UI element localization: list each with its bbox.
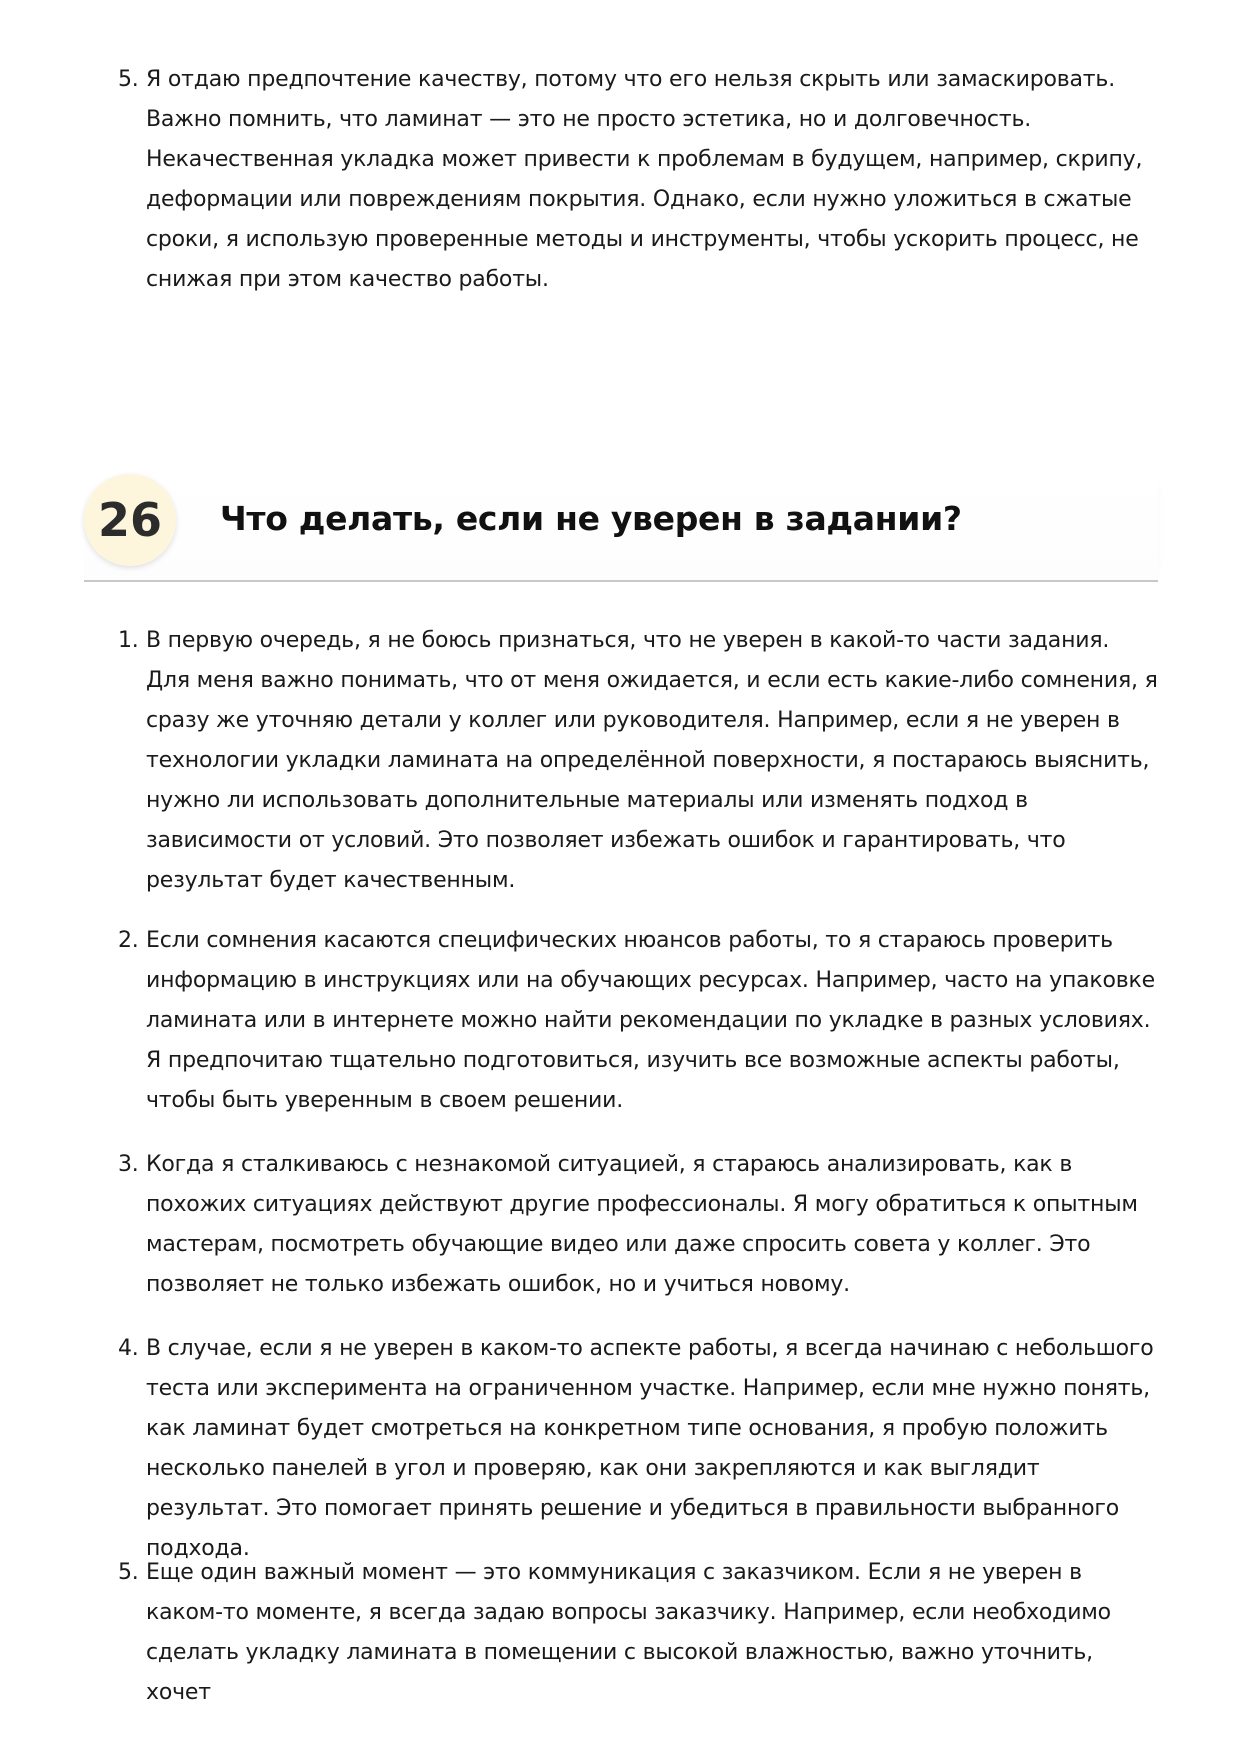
section-title: Что делать, если не уверен в задании? <box>220 499 962 538</box>
list-item <box>118 60 1158 300</box>
list-item <box>118 921 1158 1121</box>
list-item-number: 3. <box>118 1152 139 1177</box>
list-item-number: 4. <box>118 1336 139 1361</box>
list-item-text: В первую очередь, я не боюсь признаться, что не уверен в какой-то части задания. Для меня важно понимать, что от меня ожидается, и если есть какие-либо сомнения, я сразу же уточняю детали у коллег или руководителя. Например, если я не уверен в технологии укладки ламината на определённой поверхности, я постараюсь выяснить, нужно ли использовать дополнительные материалы или изменять подход в зависимости от условий. Это позволяет избежать ошибок и гарантировать, что результат будет качественным. <box>146 628 1158 893</box>
list-item-text: Я отдаю предпочтение качеству, потому что его нельзя скрыть или замаскировать. Важно помнить, что ламинат — это не просто эстетика, но и долговечность. Некачественная укладка может привести к проблемам в будущем, например, скрипу, деформации или повреждениям покрытия. Однако, если нужно уложиться в сжатые сроки, я использую проверенные методы и инструменты, чтобы ускорить процесс, не снижая при этом качество работы. <box>146 67 1143 292</box>
section-number-badge: 26 <box>84 474 176 566</box>
list-item <box>118 1329 1158 1569</box>
list-item-text: Если сомнения касаются специфических нюансов работы, то я стараюсь проверить информацию в инструкциях или на обучающих ресурсах. Например, часто на упаковке ламината или в интернете можно найти рекомендации по укладке в разных условиях. Я предпочитаю тщательно подготовиться, изучить все возможные аспекты работы, чтобы быть уверенным в своем решении. <box>146 928 1155 1113</box>
list-item-text: Еще один важный момент — это коммуникация с заказчиком. Если я не уверен в каком-то моменте, я всегда задаю вопросы заказчику. Например, если необходимо сделать укладку ламината в помещении с высокой влажностью, важно уточнить, хочет <box>146 1560 1111 1705</box>
list-item <box>118 1553 1158 1713</box>
list-item-text: Когда я сталкиваюсь с незнакомой ситуацией, я стараюсь анализировать, как в похожих ситуациях действуют другие профессионалы. Я могу обратиться к опытным мастерам, посмотреть обучающие видео или даже спросить совета у коллег. Это позволяет не только избежать ошибок, но и учиться новому. <box>146 1152 1138 1297</box>
list-item-number: 1. <box>118 628 139 653</box>
list-item <box>118 621 1158 901</box>
list-item-number: 2. <box>118 928 139 953</box>
section-header <box>84 474 1158 582</box>
list-item-number: 5. <box>118 67 139 92</box>
list-item-number: 5. <box>118 1560 139 1585</box>
list-item <box>118 1145 1158 1305</box>
list-item-text: В случае, если я не уверен в каком-то аспекте работы, я всегда начинаю с небольшого теста или эксперимента на ограниченном участке. Например, если мне нужно понять, как ламинат будет смотреться на конкретном типе основания, я пробую положить несколько панелей в угол и проверяю, как они закрепляются и как выглядит результат. Это помогает принять решение и убедиться в правильности выбранного подхода. <box>146 1336 1154 1561</box>
